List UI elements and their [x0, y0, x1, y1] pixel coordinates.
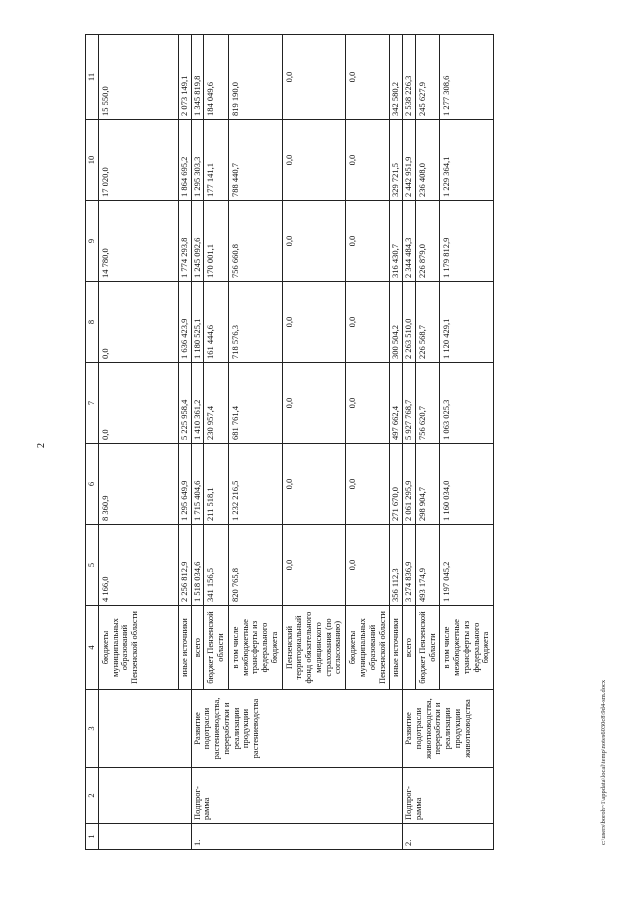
source-cell: бюджеты муниципальных образований Пензенской области — [346, 606, 390, 690]
col-header: 2 — [86, 768, 99, 824]
value-cell: 17 020,0 — [98, 120, 178, 201]
rotated-table-container — [85, 35, 565, 850]
value-cell: 2 263 510,0 — [403, 282, 416, 363]
value-cell: 1 864 695,2 — [178, 120, 191, 201]
value-cell: 8 360,9 — [98, 444, 178, 525]
value-cell: 226 568,7 — [415, 282, 440, 363]
source-cell: иные источники — [390, 606, 403, 690]
source-cell: всего — [191, 606, 204, 690]
col-header: 8 — [86, 282, 99, 363]
value-cell: 0,0 — [346, 444, 390, 525]
value-cell: 14 780,0 — [98, 201, 178, 282]
value-cell: 0,0 — [346, 282, 390, 363]
value-cell: 681 761,4 — [228, 363, 282, 444]
value-cell: 316 430,7 — [390, 201, 403, 282]
value-cell: 0,0 — [282, 282, 346, 363]
col-header: 7 — [86, 363, 99, 444]
header-row — [86, 35, 99, 850]
value-cell: 718 576,3 — [228, 282, 282, 363]
value-cell: 5 927 768,7 — [403, 363, 416, 444]
value-cell: 177 141,1 — [204, 120, 229, 201]
value-cell: 161 444,6 — [204, 282, 229, 363]
value-cell: 2 538 226,3 — [403, 35, 416, 120]
col-header: 3 — [86, 690, 99, 768]
value-cell: 756 660,8 — [228, 201, 282, 282]
value-cell: 0,0 — [282, 444, 346, 525]
value-cell: 329 721,5 — [390, 120, 403, 201]
value-cell: 819 190,0 — [228, 35, 282, 120]
value-cell: 1 715 404,6 — [191, 444, 204, 525]
col-header: 10 — [86, 120, 99, 201]
value-cell: 1 518 034,6 — [191, 525, 204, 606]
value-cell: 184 049,6 — [204, 35, 229, 120]
value-cell: 3 274 836,9 — [403, 525, 416, 606]
value-cell: 1 636 423,9 — [178, 282, 191, 363]
value-cell: 2 061 295,9 — [403, 444, 416, 525]
value-cell: 271 670,0 — [390, 444, 403, 525]
value-cell: 4 166,0 — [98, 525, 178, 606]
value-cell: 1 180 525,1 — [191, 282, 204, 363]
value-cell: 0,0 — [346, 363, 390, 444]
footer-file-path: c:\users\boroh~1\appdata\local\temp\notes6030c8\9d4-sm.docx — [600, 679, 607, 845]
value-cell: 0,0 — [98, 363, 178, 444]
value-cell: 1 179 812,9 — [440, 201, 494, 282]
value-cell: 1 345 819,8 — [191, 35, 204, 120]
value-cell: 226 879,0 — [415, 201, 440, 282]
value-cell: 0,0 — [346, 35, 390, 120]
table-row — [191, 35, 204, 850]
col-header: 4 — [86, 606, 99, 690]
source-cell: всего — [403, 606, 416, 690]
value-cell: 0,0 — [346, 525, 390, 606]
row-number: 1. — [191, 824, 403, 850]
value-cell: 1 295 649,9 — [178, 444, 191, 525]
value-cell: 1 232 216,5 — [228, 444, 282, 525]
table-row — [98, 35, 178, 850]
value-cell: 493 174,9 — [415, 525, 440, 606]
source-cell: бюджет Пензенской области — [415, 606, 440, 690]
row-number: 2. — [403, 824, 494, 850]
value-cell: 1 245 092,6 — [191, 201, 204, 282]
value-cell: 1 410 361,2 — [191, 363, 204, 444]
value-cell: 756 620,7 — [415, 363, 440, 444]
value-cell: 356 112,3 — [390, 525, 403, 606]
value-cell: 2 442 951,9 — [403, 120, 416, 201]
value-cell: 236 408,0 — [415, 120, 440, 201]
value-cell: 298 904,7 — [415, 444, 440, 525]
value-cell: 2 344 484,3 — [403, 201, 416, 282]
value-cell: 300 504,2 — [390, 282, 403, 363]
value-cell: 170 001,1 — [204, 201, 229, 282]
value-cell: 15 550,0 — [98, 35, 178, 120]
value-cell: 0,0 — [98, 282, 178, 363]
value-cell: 1 229 364,1 — [440, 120, 494, 201]
value-cell: 0,0 — [282, 201, 346, 282]
source-cell: иные источники — [178, 606, 191, 690]
table-row — [403, 35, 416, 850]
source-cell: в том числе межбюджетные трансферты из федерального бюджета — [440, 606, 494, 690]
value-cell: 820 765,8 — [228, 525, 282, 606]
source-cell: Пензенский территориальный фонд обязательного медицинского страхования (по согласованию) — [282, 606, 346, 690]
value-cell: 1 774 293,8 — [178, 201, 191, 282]
value-cell: 1 063 025,3 — [440, 363, 494, 444]
value-cell: 1 120 429,1 — [440, 282, 494, 363]
source-cell: бюджеты муниципальных образований Пензенской области — [98, 606, 178, 690]
value-cell: 0,0 — [282, 525, 346, 606]
row-type: Подпрог-рамма — [403, 768, 494, 824]
subprogram-name: Развитие подотрасли животноводства, переработки и реализации продукции животноводства — [403, 690, 494, 768]
value-cell: 0,0 — [346, 120, 390, 201]
value-cell: 2 073 149,1 — [178, 35, 191, 120]
source-cell: бюджет Пензенской области — [204, 606, 229, 690]
budget-table — [85, 34, 494, 850]
value-cell: 230 957,4 — [204, 363, 229, 444]
value-cell: 497 662,4 — [390, 363, 403, 444]
value-cell: 0,0 — [282, 120, 346, 201]
value-cell: 1 295 303,3 — [191, 120, 204, 201]
source-cell: в том числе межбюджетные трансферты из федерального бюджета — [228, 606, 282, 690]
col-header: 5 — [86, 525, 99, 606]
value-cell: 0,0 — [346, 201, 390, 282]
col-header: 1 — [86, 824, 99, 850]
value-cell: 1 197 045,2 — [440, 525, 494, 606]
value-cell: 0,0 — [282, 35, 346, 120]
value-cell: 245 627,9 — [415, 35, 440, 120]
col-header: 9 — [86, 201, 99, 282]
value-cell: 2 256 812,9 — [178, 525, 191, 606]
value-cell: 211 518,1 — [204, 444, 229, 525]
value-cell: 341 156,5 — [204, 525, 229, 606]
value-cell: 5 225 958,4 — [178, 363, 191, 444]
row-type: Подпрог-рамма — [191, 768, 403, 824]
value-cell: 342 580,2 — [390, 35, 403, 120]
value-cell: 1 277 308,6 — [440, 35, 494, 120]
value-cell: 0,0 — [282, 363, 346, 444]
col-header: 6 — [86, 444, 99, 525]
page-number: 2 — [36, 443, 47, 448]
subprogram-name: Развитие подотрасли растениеводства, переработки и реализации продукции растениеводства — [191, 690, 403, 768]
value-cell: 788 440,7 — [228, 120, 282, 201]
value-cell: 1 160 034,0 — [440, 444, 494, 525]
col-header: 11 — [86, 35, 99, 120]
